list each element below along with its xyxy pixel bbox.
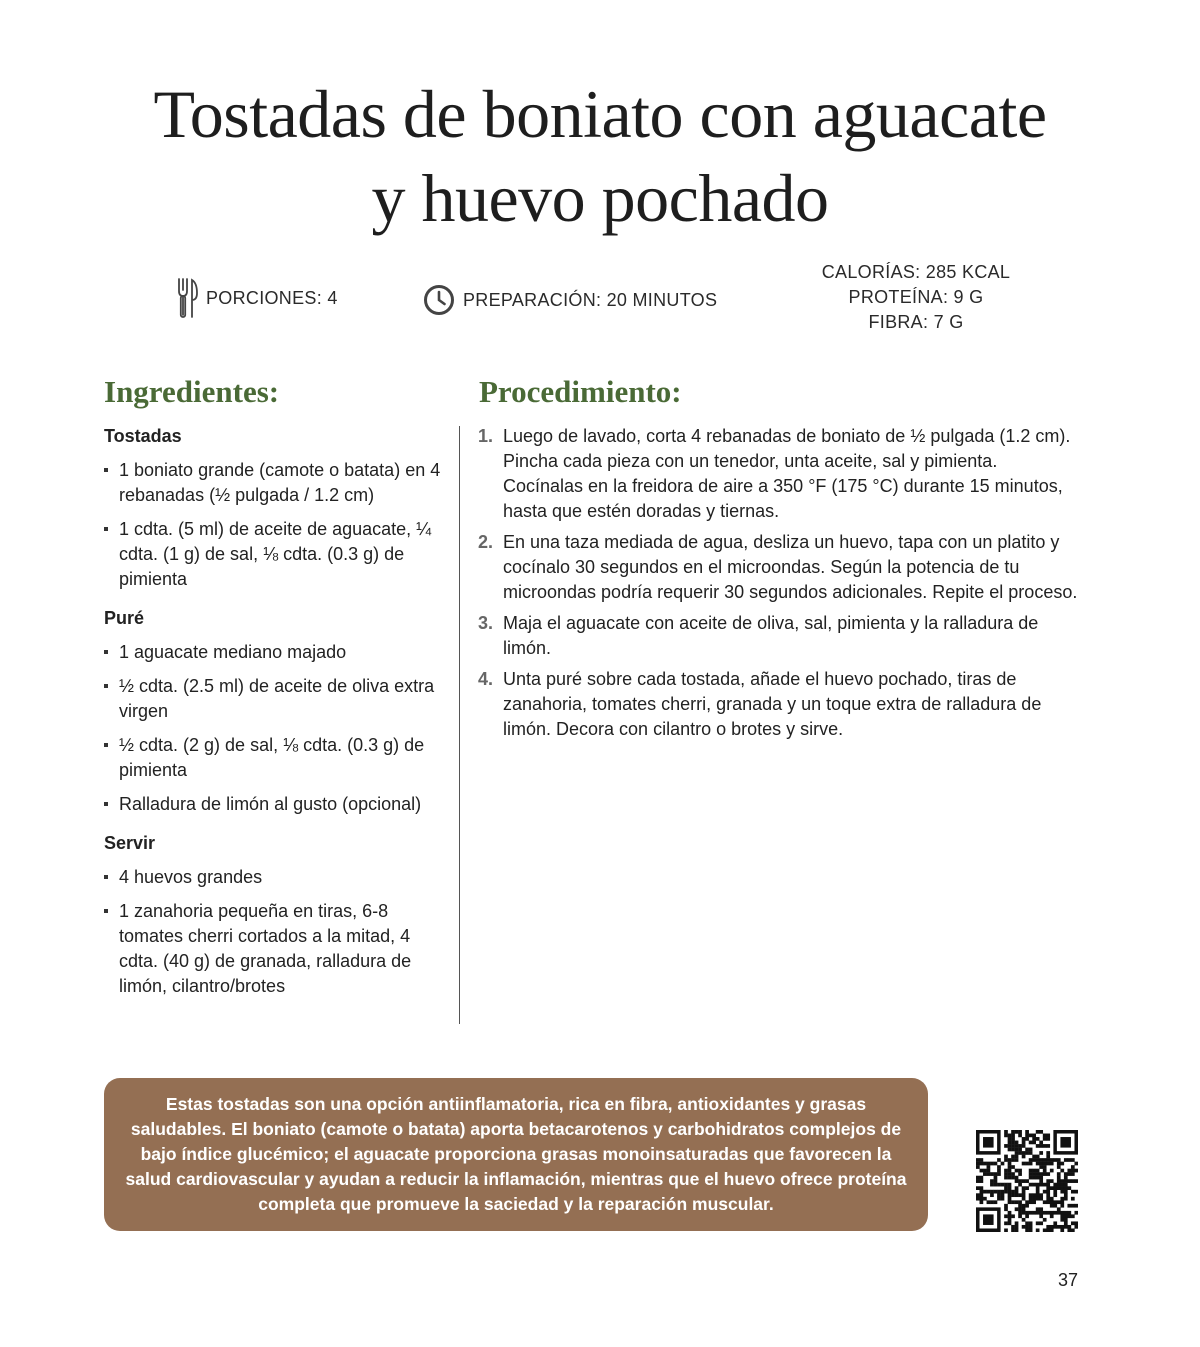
ingredient-text: 1 boniato grande (camote o batata) en 4 rebanadas (½ pulgada / 1.2 cm) [119, 460, 441, 505]
step-text: En una taza mediada de agua, desliza un huevo, tapa con un platito y cocínalo 30 segundos en el microondas. Según la potencia de tu microondas podría requerir 30 segundos adicionales. Repite el proceso. [503, 532, 1078, 602]
step-item [478, 667, 1078, 742]
ingredient-text: ½ cdta. (2 g) de sal, ⅛ cdta. (0.3 g) de pimienta [119, 735, 425, 780]
nutrition-callout-box [104, 1078, 928, 1231]
ingredient-text: ½ cdta. (2.5 ml) de aceite de oliva extra virgen [119, 676, 435, 721]
prep-time-label: PREPARACIÓN: 20 MINUTOS [463, 289, 718, 310]
prep-time-info [423, 284, 717, 316]
step-text: Maja el aguacate con aceite de oliva, sal, pimienta y la ralladura de limón. [503, 613, 1039, 658]
group-title-tostadas: Tostadas [104, 426, 182, 446]
step-number: 1. [478, 426, 494, 446]
step-number: 2. [478, 532, 494, 552]
bullet-icon [104, 650, 108, 654]
protein-label: PROTEÍNA: 9 G [848, 287, 984, 307]
callout-text: Estas tostadas son una opción antiinflamatoria, rica en fibra, antioxidantes y grasas saludables. El boniato (camote o batata) aporta betacarotenos y carbohidratos complejos de bajo índice glucémico; el aguacate proporciona grasas monoinsaturadas que favorecen la salud cardiovascular y ayudan a reducir la inflamación, mientras que el huevo ofrece proteína completa que promueve la saciedad y la reparación muscular. [125, 1094, 907, 1214]
step-number: 4. [478, 669, 494, 689]
ingredient-text: Ralladura de limón al gusto (opcional) [119, 794, 422, 814]
list-item [104, 674, 444, 724]
bullet-icon [104, 909, 108, 913]
servings-label: PORCIONES: 4 [206, 287, 338, 308]
recipe-title [0, 72, 1200, 240]
ingredient-text: 1 cdta. (5 ml) de aceite de aguacate, ¼ cdta. (1 g) de sal, ⅛ cdta. (0.3 g) de pimienta [119, 519, 432, 589]
group-title-servir: Servir [104, 833, 156, 853]
ingredient-list-servir [104, 865, 444, 999]
list-item [104, 899, 444, 999]
ingredient-text: 1 aguacate mediano majado [119, 642, 347, 662]
calories-label: CALORÍAS: 285 KCAL [821, 262, 1011, 282]
recipe-title-line-1: Tostadas de boniato con aguacate [153, 76, 1047, 152]
ingredient-list-tostadas [104, 458, 444, 592]
page-number: 37 [1057, 1270, 1078, 1290]
list-item [104, 865, 444, 890]
ingredients-column [104, 424, 444, 1013]
list-item [104, 458, 444, 508]
procedure-heading: Procedimiento: [479, 374, 682, 409]
step-text: Unta puré sobre cada tostada, añade el huevo pochado, tiras de zanahoria, tomates cherri, granada y un toque extra de ralladura de limón. Decora con cilantro o brotes y sirve. [503, 669, 1042, 739]
nutrition-info [786, 260, 1046, 335]
step-text: Luego de lavado, corta 4 rebanadas de boniato de ½ pulgada (1.2 cm). Pincha cada pieza con un tenedor, unta aceite, sal y pimienta. Cocínalas en la freidora de aire a 350 °F (175 °C) durante 15 minutos, hasta que estén doradas y tiernas. [503, 426, 1071, 521]
ingredient-text: 4 huevos grandes [119, 867, 263, 887]
clock-icon [423, 284, 455, 316]
step-item [478, 424, 1078, 524]
bullet-icon [104, 684, 108, 688]
procedure-steps [478, 424, 1078, 748]
servings-info [176, 277, 338, 319]
fork-knife-icon [176, 277, 198, 319]
ingredients-heading: Ingredientes: [104, 374, 280, 409]
step-item [478, 530, 1078, 605]
recipe-title-line-2: y huevo pochado [371, 160, 829, 236]
ingredient-list-pure [104, 640, 444, 817]
list-item [104, 517, 444, 592]
ingredient-text: 1 zanahoria pequeña en tiras, 6-8 tomates cherri cortados a la mitad, 4 cdta. (40 g) de granada, ralladura de limón, cilantro/brotes [119, 901, 412, 996]
step-number: 3. [478, 613, 494, 633]
bullet-icon [104, 802, 108, 806]
qr-code-icon[interactable] [976, 1130, 1078, 1232]
list-item [104, 640, 444, 665]
bullet-icon [104, 527, 108, 531]
qr-code-graphic [976, 1130, 1078, 1232]
list-item [104, 792, 444, 817]
list-item [104, 733, 444, 783]
column-divider [459, 426, 460, 1024]
bullet-icon [104, 743, 108, 747]
group-title-pure: Puré [104, 608, 145, 628]
fiber-label: FIBRA: 7 G [868, 312, 964, 332]
bullet-icon [104, 875, 108, 879]
step-item [478, 611, 1078, 661]
bullet-icon [104, 468, 108, 472]
